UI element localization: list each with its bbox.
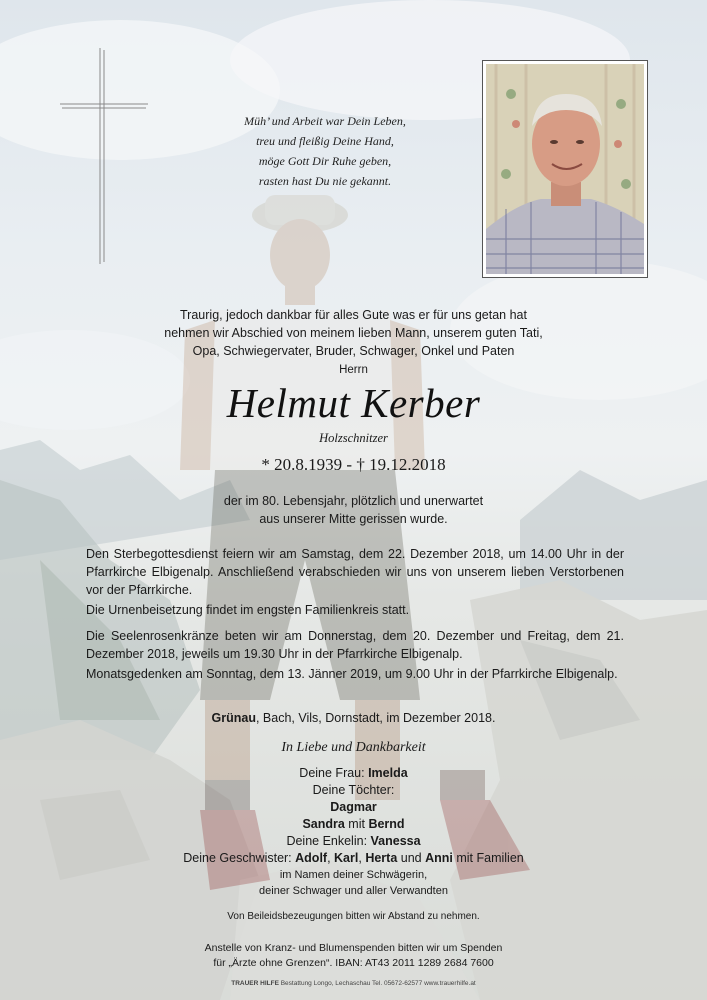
life-dates: * 20.8.1939 - † 19.12.2018 [261,455,446,474]
footer [0,980,707,987]
age-line: der im 80. Lebensjahr, plötzlich und unerwartet [223,494,484,508]
wife-line: Deine Frau: Imelda [299,766,408,780]
donation-note [0,941,707,971]
condolences-note: Von Beileidsbezeugungen bitten wir Abstand zu nehmen. [227,911,480,922]
cross-icon [60,48,148,264]
daughter-line: Sandra mit Bernd [302,817,405,831]
occupation: Holzschnitzer [319,431,388,445]
memorial-mass-paragraph: Monatsgedenken am Sonntag, dem 13. Jänner 2019, um 9.00 Uhr in der Pfarrkirche Elbigenalp. [86,667,618,681]
age-line: aus unserer Mitte gerissen wurde. [259,512,448,526]
verse-line: möge Gott Dir Ruhe geben, [258,154,392,168]
intro-line: nehmen wir Abschied von meinem lieben Mann, unserem guten Tati, [164,326,543,340]
intro-line: Traurig, jedoch dankbar für alles Gute was er für uns getan hat [180,308,527,322]
relatives-line: deiner Schwager und aller Verwandten [259,885,448,897]
place-first: Grünau [211,711,256,725]
verse-line: treu und fleißig Deine Hand, [256,134,394,148]
donation-line: Anstelle von Kranz- und Blumenspenden bitten wir um Spenden [204,942,503,954]
on-behalf-line: im Namen deiner Schwägerin, [279,869,428,881]
salutation: Herrn [339,364,368,376]
portrait-photo [482,60,648,278]
closing-phrase: In Liebe und Dankbarkeit [281,740,426,755]
footer-details: Bestattung Longo, Lechaschau Tel. 05672-62577 www.trauerhilfe.at [280,980,476,987]
intro-text [0,306,707,360]
intro-line: Opa, Schwiegervater, Bruder, Schwager, Onkel und Paten [192,344,515,358]
rosary-paragraph: Die Seelenrosenkränze beten wir am Donnerstag, dem 20. Dezember und Freitag, dem 21. Dezember 2018, jeweils um 19.30 Uhr in der Pfarrkirche Elbigenalp. [86,629,624,661]
urn-burial-paragraph: Die Urnenbeisetzung findet im engsten Familienkreis statt. [86,603,410,617]
daughter-line: Dagmar [330,800,377,814]
funeral-service-paragraph: Den Sterbegottesdienst feiern wir am Samstag, dem 22. Dezember 2018, um 14.00 Uhr in der Pfarrkirche Elbigenalp. Anschließend verabschieden wir uns von unserem lieben Verstorbenen vor der Pfarrkirche. [86,547,624,597]
verse-line: Müh’ und Arbeit war Dein Leben, [244,114,406,128]
wife-name: Imelda [368,766,408,780]
age-text [0,492,707,528]
granddaughter-line: Deine Enkelin: Vanessa [286,834,421,848]
siblings-line: Deine Geschwister: Adolf, Karl, Herta und Anni mit Familien [183,851,524,865]
memorial-verse [215,111,435,191]
places-line [0,711,707,725]
donation-line: für „Ärzte ohne Grenzen“. IBAN: AT43 2011 1289 2684 7600 [213,957,494,969]
family-list [0,765,707,899]
deceased-name: Helmut Kerber [226,380,481,426]
verse-line: rasten hast Du nie gekannt. [258,174,392,188]
footer-brand: TRAUER HILFE [231,980,279,987]
daughters-label: Deine Töchter: [312,783,395,797]
places-rest: , Bach, Vils, Dornstadt, im Dezember 2018. [255,711,496,725]
